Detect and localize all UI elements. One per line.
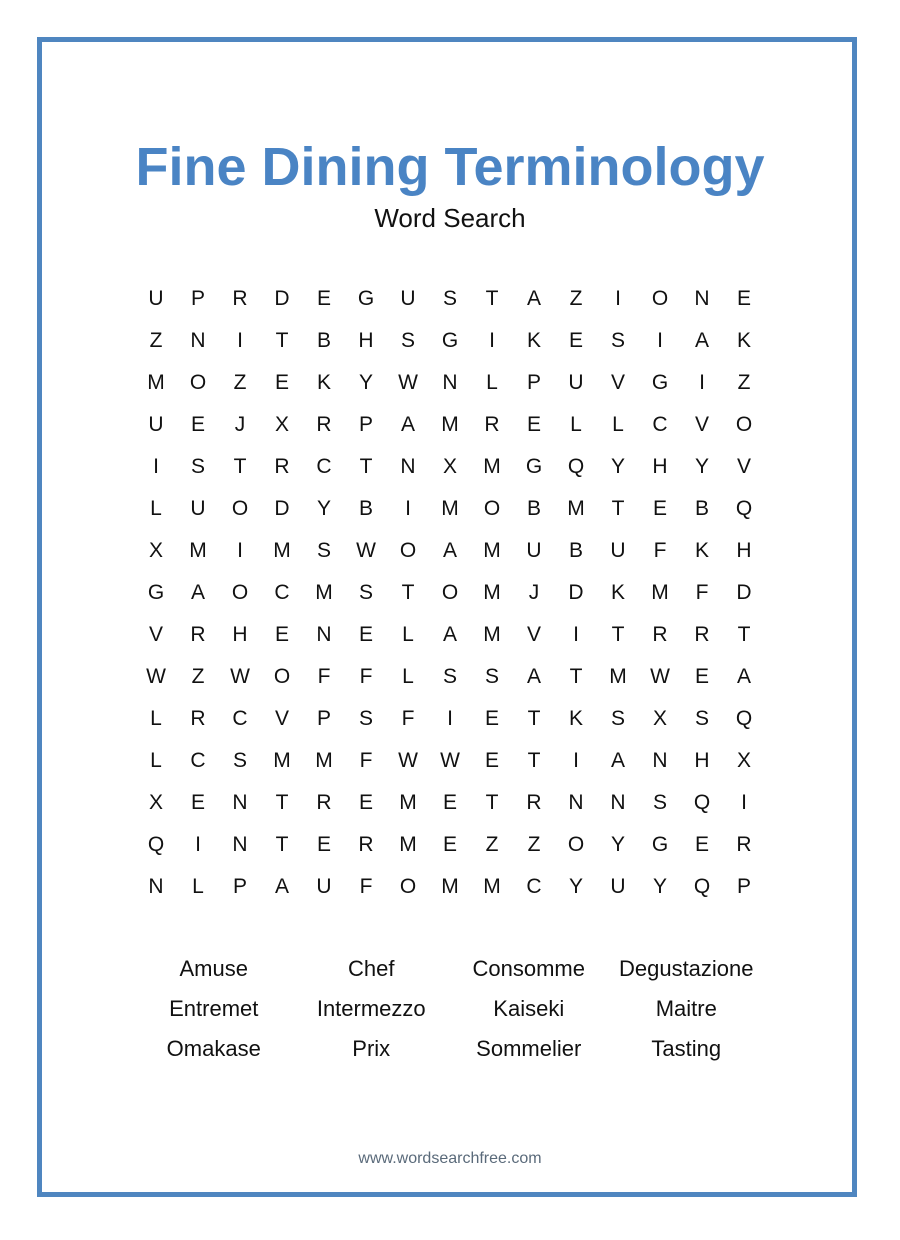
grid-cell: U bbox=[148, 413, 164, 436]
grid-cell: T bbox=[527, 707, 541, 730]
grid-cell: E bbox=[358, 791, 373, 814]
grid-cell: Z bbox=[569, 287, 583, 310]
word-list-item: Chef bbox=[348, 956, 395, 981]
grid-cell: O bbox=[399, 539, 417, 562]
grid-cell: M bbox=[609, 665, 627, 688]
grid-cell: Y bbox=[610, 455, 625, 478]
grid-cell: A bbox=[442, 623, 457, 646]
grid-cell: A bbox=[694, 329, 709, 352]
grid-cell: E bbox=[190, 791, 205, 814]
grid-cell: A bbox=[736, 665, 751, 688]
word-list-item: Entremet bbox=[169, 996, 259, 1021]
grid-cell: D bbox=[274, 287, 290, 310]
grid-cell: T bbox=[611, 623, 625, 646]
grid-cell: E bbox=[274, 623, 289, 646]
grid-cell: F bbox=[653, 539, 667, 562]
grid-cell: Q bbox=[693, 875, 711, 898]
grid-cell: H bbox=[232, 623, 248, 646]
grid-cell: X bbox=[148, 791, 163, 814]
grid-cell: R bbox=[652, 623, 668, 646]
grid-cell: V bbox=[148, 623, 163, 646]
grid-cell: K bbox=[316, 371, 331, 394]
grid-cell: L bbox=[150, 707, 162, 730]
grid-cell: E bbox=[652, 497, 667, 520]
grid-cell: M bbox=[483, 455, 501, 478]
grid-cell: M bbox=[441, 875, 459, 898]
grid-cell: L bbox=[570, 413, 582, 436]
grid-cell: T bbox=[611, 497, 625, 520]
grid-cell: Q bbox=[693, 791, 711, 814]
grid-cell: M bbox=[147, 371, 165, 394]
grid-cell: N bbox=[652, 749, 668, 772]
grid-cell: I bbox=[489, 329, 495, 352]
grid-cell: E bbox=[274, 371, 289, 394]
grid-cell: R bbox=[358, 833, 374, 856]
grid-cell: K bbox=[526, 329, 541, 352]
grid-cell: R bbox=[316, 791, 332, 814]
grid-cell: E bbox=[484, 707, 499, 730]
grid-cell: V bbox=[736, 455, 751, 478]
grid-cell: B bbox=[568, 539, 583, 562]
grid-cell: T bbox=[359, 455, 373, 478]
grid-cell: E bbox=[568, 329, 583, 352]
grid-cell: N bbox=[568, 791, 584, 814]
grid-cell: I bbox=[657, 329, 663, 352]
grid-cell: F bbox=[317, 665, 331, 688]
grid-cell: U bbox=[526, 539, 542, 562]
grid-cell: G bbox=[441, 329, 459, 352]
grid-cell: G bbox=[357, 287, 375, 310]
grid-cell: X bbox=[148, 539, 163, 562]
grid-cell: S bbox=[232, 749, 247, 772]
grid-cell: L bbox=[192, 875, 204, 898]
grid-cell: A bbox=[190, 581, 205, 604]
grid-cell: Y bbox=[568, 875, 583, 898]
grid-cell: I bbox=[237, 539, 243, 562]
grid-cell: X bbox=[652, 707, 667, 730]
word-list bbox=[135, 950, 765, 1070]
grid-cell: K bbox=[568, 707, 583, 730]
word-list-item: Consomme bbox=[472, 956, 585, 981]
grid-cell: B bbox=[358, 497, 373, 520]
grid-cell: Q bbox=[567, 455, 585, 478]
grid-cell: E bbox=[526, 413, 541, 436]
grid-cell: P bbox=[316, 707, 331, 730]
grid-cell: R bbox=[274, 455, 290, 478]
grid-cell: I bbox=[405, 497, 411, 520]
grid-cell: V bbox=[274, 707, 289, 730]
grid-cell: C bbox=[316, 455, 332, 478]
grid-cell: S bbox=[610, 329, 625, 352]
grid-cell: A bbox=[610, 749, 625, 772]
grid-cell: S bbox=[442, 665, 457, 688]
grid-cell: D bbox=[568, 581, 584, 604]
word-list-item: Prix bbox=[352, 1036, 391, 1061]
grid-cell: S bbox=[400, 329, 415, 352]
grid-cell: M bbox=[315, 749, 333, 772]
grid-cell: D bbox=[736, 581, 752, 604]
grid-cell: V bbox=[694, 413, 709, 436]
grid-cell: S bbox=[358, 581, 373, 604]
grid-cell: F bbox=[359, 749, 373, 772]
grid-cell: P bbox=[358, 413, 373, 436]
grid-cell: E bbox=[484, 749, 499, 772]
grid-cell: I bbox=[573, 749, 579, 772]
grid-cell: T bbox=[233, 455, 247, 478]
grid-cell: R bbox=[316, 413, 332, 436]
page-subtitle: Word Search bbox=[374, 203, 526, 233]
grid-cell: A bbox=[526, 287, 541, 310]
grid-cell: O bbox=[399, 875, 417, 898]
grid-cell: D bbox=[274, 497, 290, 520]
grid-cell: U bbox=[400, 287, 416, 310]
grid-cell: E bbox=[694, 665, 709, 688]
grid-cell: N bbox=[610, 791, 626, 814]
grid-cell: U bbox=[568, 371, 584, 394]
grid-cell: A bbox=[526, 665, 541, 688]
grid-cell: E bbox=[694, 833, 709, 856]
grid-cell: J bbox=[234, 413, 246, 436]
grid-cell: V bbox=[526, 623, 541, 646]
grid-cell: P bbox=[190, 287, 205, 310]
grid-cell: Q bbox=[147, 833, 165, 856]
grid-cell: W bbox=[440, 749, 460, 772]
grid-cell: U bbox=[316, 875, 332, 898]
grid-cell: O bbox=[651, 287, 669, 310]
grid-cell: P bbox=[526, 371, 541, 394]
grid-cell: N bbox=[232, 833, 248, 856]
grid-cell: F bbox=[401, 707, 415, 730]
grid-cell: F bbox=[359, 875, 373, 898]
grid-cell: N bbox=[400, 455, 416, 478]
grid-cell: O bbox=[567, 833, 585, 856]
grid-cell: N bbox=[442, 371, 458, 394]
grid-cell: M bbox=[483, 875, 501, 898]
grid-cell: T bbox=[737, 623, 751, 646]
grid-cell: F bbox=[695, 581, 709, 604]
grid-cell: T bbox=[275, 791, 289, 814]
grid-cell: S bbox=[358, 707, 373, 730]
grid-cell: C bbox=[232, 707, 248, 730]
grid-cell: E bbox=[736, 287, 751, 310]
grid-cell: M bbox=[567, 497, 585, 520]
grid-cell: K bbox=[610, 581, 625, 604]
grid-cell: U bbox=[148, 287, 164, 310]
grid-cell: I bbox=[195, 833, 201, 856]
grid-cell: S bbox=[316, 539, 331, 562]
grid-cell: Z bbox=[737, 371, 751, 394]
grid-cell: M bbox=[483, 539, 501, 562]
grid-cell: Y bbox=[316, 497, 331, 520]
grid-cell: K bbox=[694, 539, 709, 562]
grid-cell: E bbox=[316, 287, 331, 310]
grid-cell: T bbox=[569, 665, 583, 688]
grid-cell: S bbox=[484, 665, 499, 688]
grid-cell: G bbox=[651, 833, 669, 856]
grid-cell: M bbox=[273, 749, 291, 772]
grid-cell: T bbox=[527, 749, 541, 772]
grid-cell: R bbox=[232, 287, 248, 310]
grid-cell: H bbox=[694, 749, 710, 772]
grid-cell: U bbox=[610, 539, 626, 562]
grid-cell: T bbox=[485, 287, 499, 310]
page-title: Fine Dining Terminology bbox=[135, 137, 765, 197]
grid-cell: L bbox=[150, 497, 162, 520]
grid-cell: L bbox=[150, 749, 162, 772]
grid-cell: M bbox=[315, 581, 333, 604]
grid-cell: I bbox=[741, 791, 747, 814]
grid-cell: V bbox=[610, 371, 625, 394]
grid-cell: T bbox=[275, 833, 289, 856]
grid-cell: X bbox=[442, 455, 457, 478]
grid-cell: R bbox=[190, 707, 206, 730]
grid-cell: S bbox=[442, 287, 457, 310]
grid-cell: H bbox=[358, 329, 374, 352]
grid-cell: P bbox=[736, 875, 751, 898]
grid-cell: W bbox=[398, 371, 418, 394]
word-list-item: Sommelier bbox=[476, 1036, 582, 1061]
grid-cell: S bbox=[190, 455, 205, 478]
grid-cell: F bbox=[359, 665, 373, 688]
grid-cell: G bbox=[525, 455, 543, 478]
grid-cell: Y bbox=[358, 371, 373, 394]
grid-cell: Q bbox=[735, 707, 753, 730]
grid-cell: H bbox=[652, 455, 668, 478]
grid-cell: C bbox=[274, 581, 290, 604]
footer-url[interactable]: www.wordsearchfree.com bbox=[358, 1150, 542, 1167]
grid-cell: U bbox=[610, 875, 626, 898]
grid-cell: I bbox=[615, 287, 621, 310]
grid-cell: I bbox=[447, 707, 453, 730]
word-list-item: Kaiseki bbox=[493, 996, 565, 1021]
grid-cell: E bbox=[442, 833, 457, 856]
grid-cell: O bbox=[273, 665, 291, 688]
grid-cell: B bbox=[316, 329, 331, 352]
grid-cell: Z bbox=[233, 371, 247, 394]
grid-cell: L bbox=[402, 665, 414, 688]
grid-cell: E bbox=[190, 413, 205, 436]
grid-cell: T bbox=[485, 791, 499, 814]
grid-cell: R bbox=[190, 623, 206, 646]
grid-cell: A bbox=[400, 413, 415, 436]
grid-cell: A bbox=[274, 875, 289, 898]
grid-cell: L bbox=[486, 371, 498, 394]
grid-cell: M bbox=[651, 581, 669, 604]
grid-cell: T bbox=[401, 581, 415, 604]
grid-cell: S bbox=[694, 707, 709, 730]
grid-cell: N bbox=[316, 623, 332, 646]
grid-cell: T bbox=[275, 329, 289, 352]
grid-cell: M bbox=[399, 791, 417, 814]
grid-cell: N bbox=[148, 875, 164, 898]
grid-cell: X bbox=[736, 749, 751, 772]
grid-cell: S bbox=[610, 707, 625, 730]
grid-cell: X bbox=[274, 413, 289, 436]
grid-cell: I bbox=[699, 371, 705, 394]
letter-grid bbox=[135, 278, 765, 908]
grid-cell: P bbox=[232, 875, 247, 898]
grid-cell: I bbox=[573, 623, 579, 646]
grid-cell: N bbox=[190, 329, 206, 352]
grid-cell: C bbox=[652, 413, 668, 436]
grid-cell: O bbox=[441, 581, 459, 604]
grid-cell: Y bbox=[610, 833, 625, 856]
grid-cell: A bbox=[442, 539, 457, 562]
word-list-item: Degustazione bbox=[618, 956, 754, 981]
grid-cell: O bbox=[231, 497, 249, 520]
grid-cell: G bbox=[651, 371, 669, 394]
grid-cell: C bbox=[190, 749, 206, 772]
word-list-item: Tasting bbox=[651, 1036, 722, 1061]
grid-cell: M bbox=[399, 833, 417, 856]
grid-cell: R bbox=[736, 833, 752, 856]
grid-cell: M bbox=[189, 539, 207, 562]
grid-cell: M bbox=[441, 413, 459, 436]
grid-cell: R bbox=[526, 791, 542, 814]
grid-cell: Z bbox=[191, 665, 205, 688]
grid-cell: N bbox=[694, 287, 710, 310]
grid-cell: U bbox=[190, 497, 206, 520]
word-list-item: Amuse bbox=[179, 956, 248, 981]
grid-cell: Z bbox=[527, 833, 541, 856]
grid-cell: K bbox=[736, 329, 751, 352]
grid-cell: L bbox=[402, 623, 414, 646]
grid-cell: Z bbox=[485, 833, 499, 856]
grid-cell: M bbox=[441, 497, 459, 520]
grid-cell: I bbox=[237, 329, 243, 352]
grid-cell: E bbox=[442, 791, 457, 814]
grid-cell: R bbox=[484, 413, 500, 436]
grid-cell: O bbox=[231, 581, 249, 604]
grid-cell: W bbox=[398, 749, 418, 772]
grid-cell: J bbox=[528, 581, 540, 604]
grid-cell: E bbox=[358, 623, 373, 646]
grid-cell: W bbox=[650, 665, 670, 688]
grid-cell: Y bbox=[652, 875, 667, 898]
grid-cell: L bbox=[612, 413, 624, 436]
grid-cell: O bbox=[735, 413, 753, 436]
grid-cell: Y bbox=[694, 455, 709, 478]
word-list-item: Maitre bbox=[655, 996, 717, 1021]
grid-cell: B bbox=[694, 497, 709, 520]
grid-cell: W bbox=[356, 539, 376, 562]
grid-cell: O bbox=[189, 371, 207, 394]
grid-cell: C bbox=[526, 875, 542, 898]
grid-cell: O bbox=[483, 497, 501, 520]
grid-cell: M bbox=[483, 581, 501, 604]
grid-cell: R bbox=[694, 623, 710, 646]
grid-cell: S bbox=[652, 791, 667, 814]
grid-cell: Z bbox=[149, 329, 163, 352]
grid-cell: M bbox=[483, 623, 501, 646]
grid-cell: E bbox=[316, 833, 331, 856]
grid-cell: N bbox=[232, 791, 248, 814]
grid-cell: B bbox=[526, 497, 541, 520]
grid-cell: W bbox=[146, 665, 166, 688]
grid-cell: Q bbox=[735, 497, 753, 520]
grid-cell: M bbox=[273, 539, 291, 562]
grid-cell: H bbox=[736, 539, 752, 562]
grid-cell: W bbox=[230, 665, 250, 688]
grid-cell: I bbox=[153, 455, 159, 478]
word-list-item: Intermezzo bbox=[316, 996, 426, 1021]
grid-cell: G bbox=[147, 581, 165, 604]
word-list-item: Omakase bbox=[166, 1036, 261, 1061]
